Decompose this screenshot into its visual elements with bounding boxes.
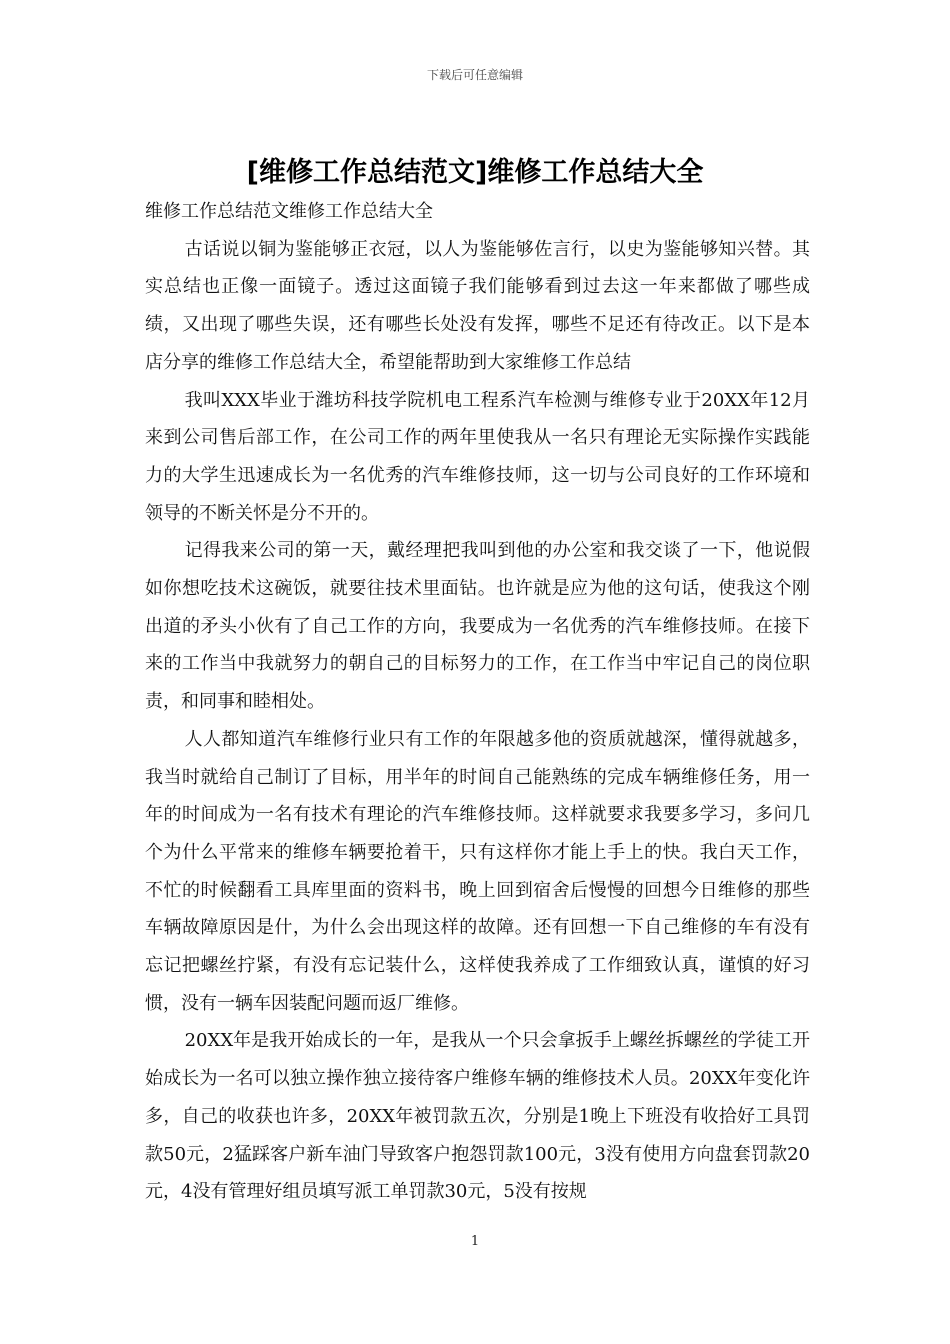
- paragraph-1: 古话说以铜为鉴能够正衣冠，以人为鉴能够佐言行，以史为鉴能够知兴替。其实总结也正像一面镜子。透过这面镜子我们能够看到过去这一年来都做了哪些成绩，又出现了哪些失误，还有哪些长处没有发挥，哪些不足还有待改正。以下是本店分享的维修工作总结大全，希望能帮助到大家维修工作总结: [145, 238, 810, 373]
- document-title: [维修工作总结范文]维修工作总结大全: [246, 157, 704, 188]
- paragraph-5: 20XX年是我开始成长的一年，是我从一个只会拿扳手上螺丝拆螺丝的学徒工开始成长为一名可以独立操作独立接待客户维修车辆的维修技术人员。20XX年变化许多，自己的收获也许多，20XX年被罚款五次，分别是1晚上下班没有收拾好工具罚款50元，2猛踩客户新车油门导致客户抱怨罚款100元，3没有使用方向盘套罚款20元，4没有管理好组员填写派工单罚款30元，5没有按规: [145, 1030, 810, 1203]
- document-body: [145, 193, 810, 1211]
- paragraph-4: 人人都知道汽车维修行业只有工作的年限越多他的资质就越深，懂得就越多，我当时就给自己制订了目标，用半年的时间自己能熟练的完成车辆维修任务，用一年的时间成为一名有技术有理论的汽车维修技师。这样就要求我要多学习，多问几个为什么平常来的维修车辆要抢着干，只有这样你才能上手上的快。我白天工作，不忙的时候翻看工具库里面的资料书，晚上回到宿舍后慢慢的回想今日维修的那些车辆故障原因是什，为什么会出现这样的故障。还有回想一下自己维修的车有没有忘记把螺丝拧紧，有没有忘记装什么，这样使我养成了工作细致认真，谨慎的好习惯，没有一辆车因装配问题而返厂维修。: [145, 728, 810, 1014]
- paragraph-3: 记得我来公司的第一天，戴经理把我叫到他的办公室和我交谈了一下，他说假如你想吃技术这碗饭，就要往技术里面钻。也许就是应为他的这句话，使我这个刚出道的矛头小伙有了自己工作的方向，我要成为一名优秀的汽车维修技师。在接下来的工作当中我就努力的朝自己的目标努力的工作，在工作当中牢记自己的岗位职责，和同事和睦相处。: [145, 540, 810, 713]
- page-header: 下载后可任意编辑: [426, 68, 523, 82]
- document-subtitle: 维修工作总结范文维修工作总结大全: [145, 201, 433, 222]
- paragraph-2: 我叫XXX毕业于潍坊科技学院机电工程系汽车检测与维修专业于20XX年12月来到公司售后部工作，在公司工作的两年里使我从一名只有理论无实际操作实践能力的大学生迅速成长为一名优秀的汽车维修技师，这一切与公司良好的工作环境和领导的不断关怀是分不开的。: [145, 389, 810, 524]
- page-number: 1: [470, 1234, 480, 1249]
